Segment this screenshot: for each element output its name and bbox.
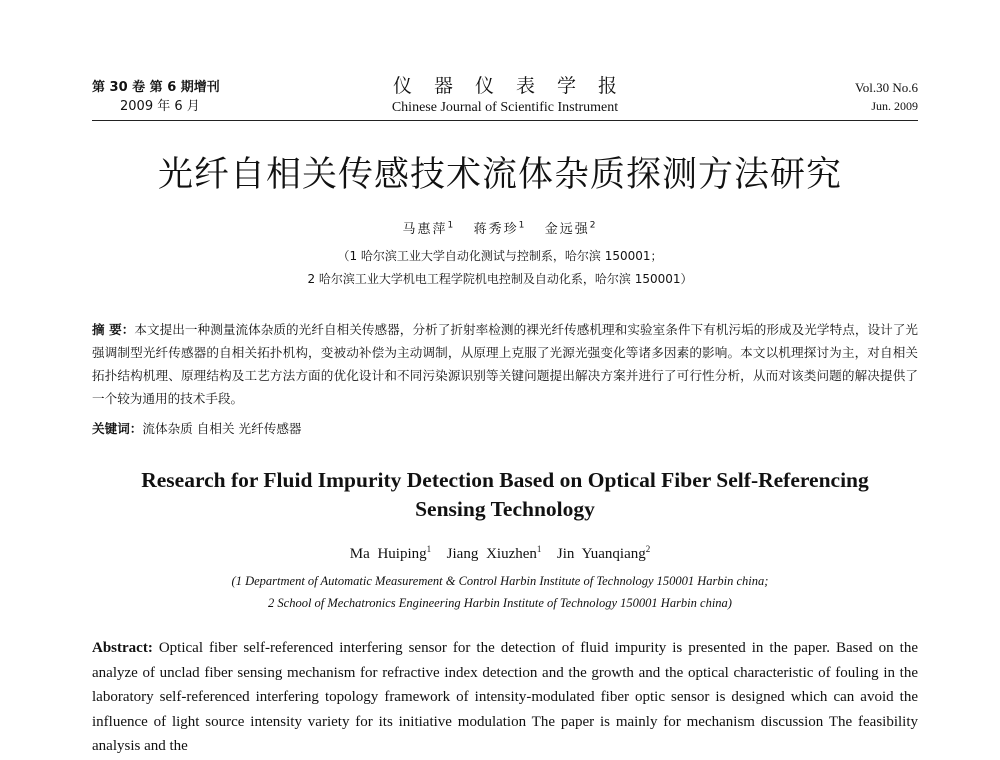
author-name: 马惠萍 [402,222,448,237]
paper-title-en-line1: Research for Fluid Impurity Detection Based on Optical Fiber Self-Referencing [141,468,869,492]
author-name: 金远强 [544,222,590,237]
abstract-cn [92,318,918,410]
paper-title-en [92,466,918,524]
author-affiliation-mark: 1 [447,220,456,231]
journal-name-en: Chinese Journal of Scientific Instrument [391,100,619,115]
paper-title-en-line2: Sensing Technology [415,497,595,521]
paper-title-cn: 光纤自相关传感技术流体杂质探测方法研究 [157,155,842,195]
abstract-text-cn: 本文提出一种测量流体杂质的光纤自相关传感器，分析了折射率检测的裸光纤传感机理和实验室条件下有机污垢的形成及光学特点，设计了光强调制型光纤传感器的自相关拓扑机构，变被动补偿为主动调制，从原理上克服了光源光强变化等诸多因素的影响。本文以机理探讨为主，对自相关拓扑结构机理、原理结构及工艺方法方面的优化设计和不同污染源识别等关键问题提出解决方案并进行了可行性分析，从而对该类问题的解决提供了一个较为通用的技术手段。 [92,322,919,406]
journal-name [92,74,918,118]
author-name: Ma Huiping [349,546,427,562]
abstract-label-en: Abstract: [92,640,153,656]
volume-number: Vol.30 No.6 [855,80,918,95]
affiliation-cn-1: （1 哈尔滨工业大学自动化测试与控制系，哈尔滨 150001； [337,249,663,263]
keywords-label-cn: 关键词： [92,421,143,436]
author-list-cn [0,218,1000,237]
affiliation-cn-2: 2 哈尔滨工业大学机电工程学院机电控制及自动化系，哈尔滨 150001） [307,272,693,286]
author-name: 蒋秀珍 [473,222,519,237]
affiliation-en-1: (1 Department of Automatic Measurement & Control Harbin Institute of Technology 150001 Harbin china; [231,574,769,588]
author-affiliation-mark: 1 [518,220,527,231]
keywords-text-cn: 流体杂质 自相关 光纤传感器 [142,421,302,436]
author-name: Jiang Xiuzhen [446,546,537,562]
publication-date-cn: 2009 年 6 月 [120,99,200,114]
author-affiliation-mark: 2 [589,220,598,231]
author-affiliation-mark: 1 [426,544,432,554]
affiliation-en-2: 2 School of Mechatronics Engineering Harbin Institute of Technology 150001 Harbin china) [268,596,732,610]
keywords-cn [92,418,918,437]
author-affiliation-mark: 1 [536,544,542,554]
volume-issue: 第 30 卷 第 6 期增刊 [92,80,220,95]
author-name: Jin Yuanqiang [556,546,646,562]
abstract-text-en: Optical fiber self-referenced interfering sensor for the detection of fluid impurity is presented in the paper. Based on the analyze of unclad fiber sensing mechanism for refractive index detection and the growth and the optical characteristic of fouling in the laboratory self-referenced interfering topology framework of intensity-modulated fiber optic sensor is designed which can avoid the influence of light source intensity variety for its initiative modulation The paper is mainly for mechanism discussion The feasibility analysis and the [92,640,918,755]
journal-name-cn: 仪器仪表学报 [392,75,639,97]
running-header [92,74,918,121]
abstract-en [92,636,918,759]
author-list-en [0,544,1000,563]
publication-date-en: Jun. 2009 [871,99,918,113]
volume-info-en [855,78,918,116]
abstract-label-cn: 摘 要： [92,322,135,337]
author-affiliation-mark: 2 [645,544,651,554]
